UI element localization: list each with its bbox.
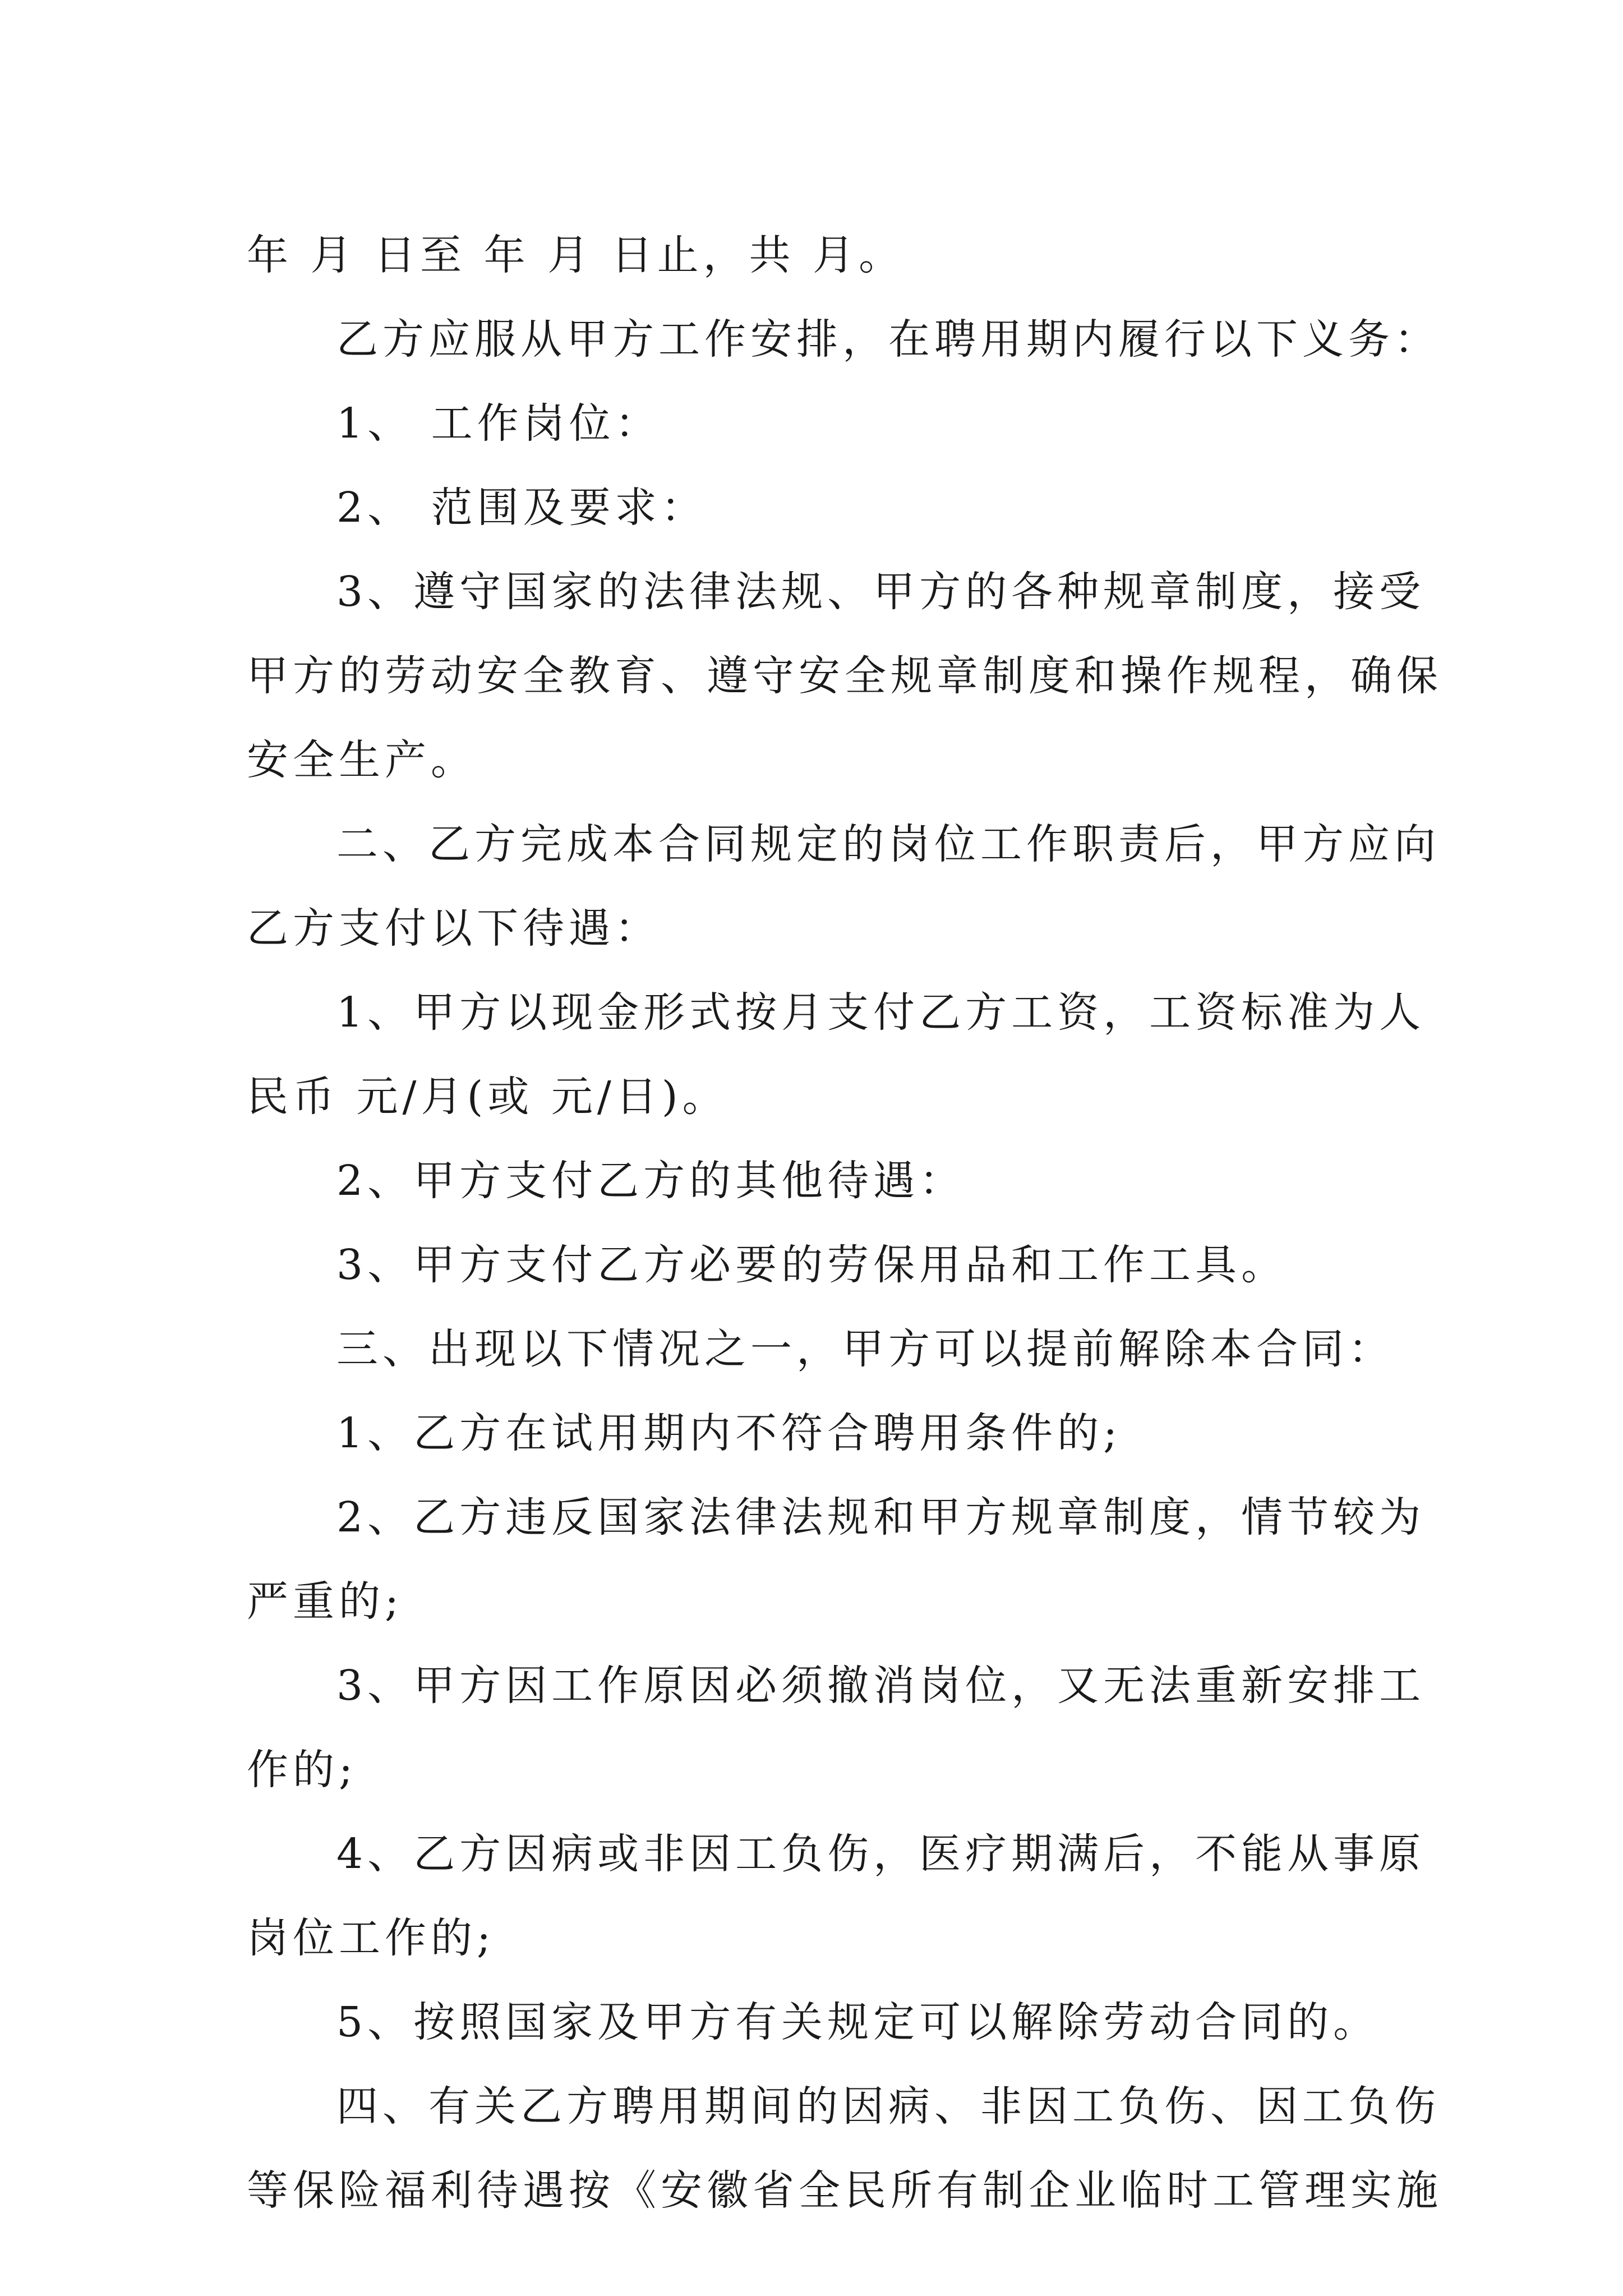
text-line: 严重的; [247,1577,403,1626]
text-line: 作的; [247,1746,357,1794]
text-line: 甲方的劳动安全教育、遵守安全规章制度和操作规程，确保 [247,652,1442,700]
text-line: 5、按照国家及甲方有关规定可以解除劳动合同的。 [336,1998,1380,2046]
text-line: 四、有关乙方聘用期间的因病、非因工负伤、因工负伤 [336,2082,1440,2131]
text-line: 岗位工作的; [247,1914,495,1962]
text-line: 1、乙方在试用期内不符合聘用条件的; [336,1409,1122,1457]
document-body [247,213,1442,2233]
text-line: 2、甲方支付乙方的其他待遇： [336,1157,966,1205]
text-line: 3、甲方因工作原因必须撤消岗位，又无法重新安排工 [336,1662,1426,1710]
text-line: 1、 工作岗位： [336,399,661,448]
text-line: 乙方应服从甲方工作安排，在聘用期内履行以下义务： [336,315,1440,364]
text-line: 年 月 日至 年 月 日止，共 月。 [247,231,905,279]
text-line: 1、甲方以现金形式按月支付乙方工资，工资标准为人 [336,988,1426,1037]
text-line: 二、乙方完成本合同规定的岗位工作职责后，甲方应向 [336,820,1440,868]
text-line: 安全生产。 [247,736,477,784]
text-line: 2、乙方违反国家法律法规和甲方规章制度，情节较为 [336,1493,1426,1542]
text-line: 3、甲方支付乙方必要的劳保用品和工作工具。 [336,1241,1288,1289]
text-line: 乙方支付以下待遇： [247,904,661,953]
text-line: 4、乙方因病或非因工负伤，医疗期满后，不能从事原 [336,1830,1426,1878]
text-line: 民币 元/月(或 元/日)。 [247,1073,728,1121]
text-line: 3、遵守国家的法律法规、甲方的各种规章制度，接受 [336,568,1426,616]
text-line: 等保险福利待遇按《安徽省全民所有制企业临时工管理实施 [247,2166,1442,2215]
text-line: 三、出现以下情况之一，甲方可以提前解除本合同： [336,1325,1394,1373]
text-line: 2、 范围及要求： [336,484,707,532]
